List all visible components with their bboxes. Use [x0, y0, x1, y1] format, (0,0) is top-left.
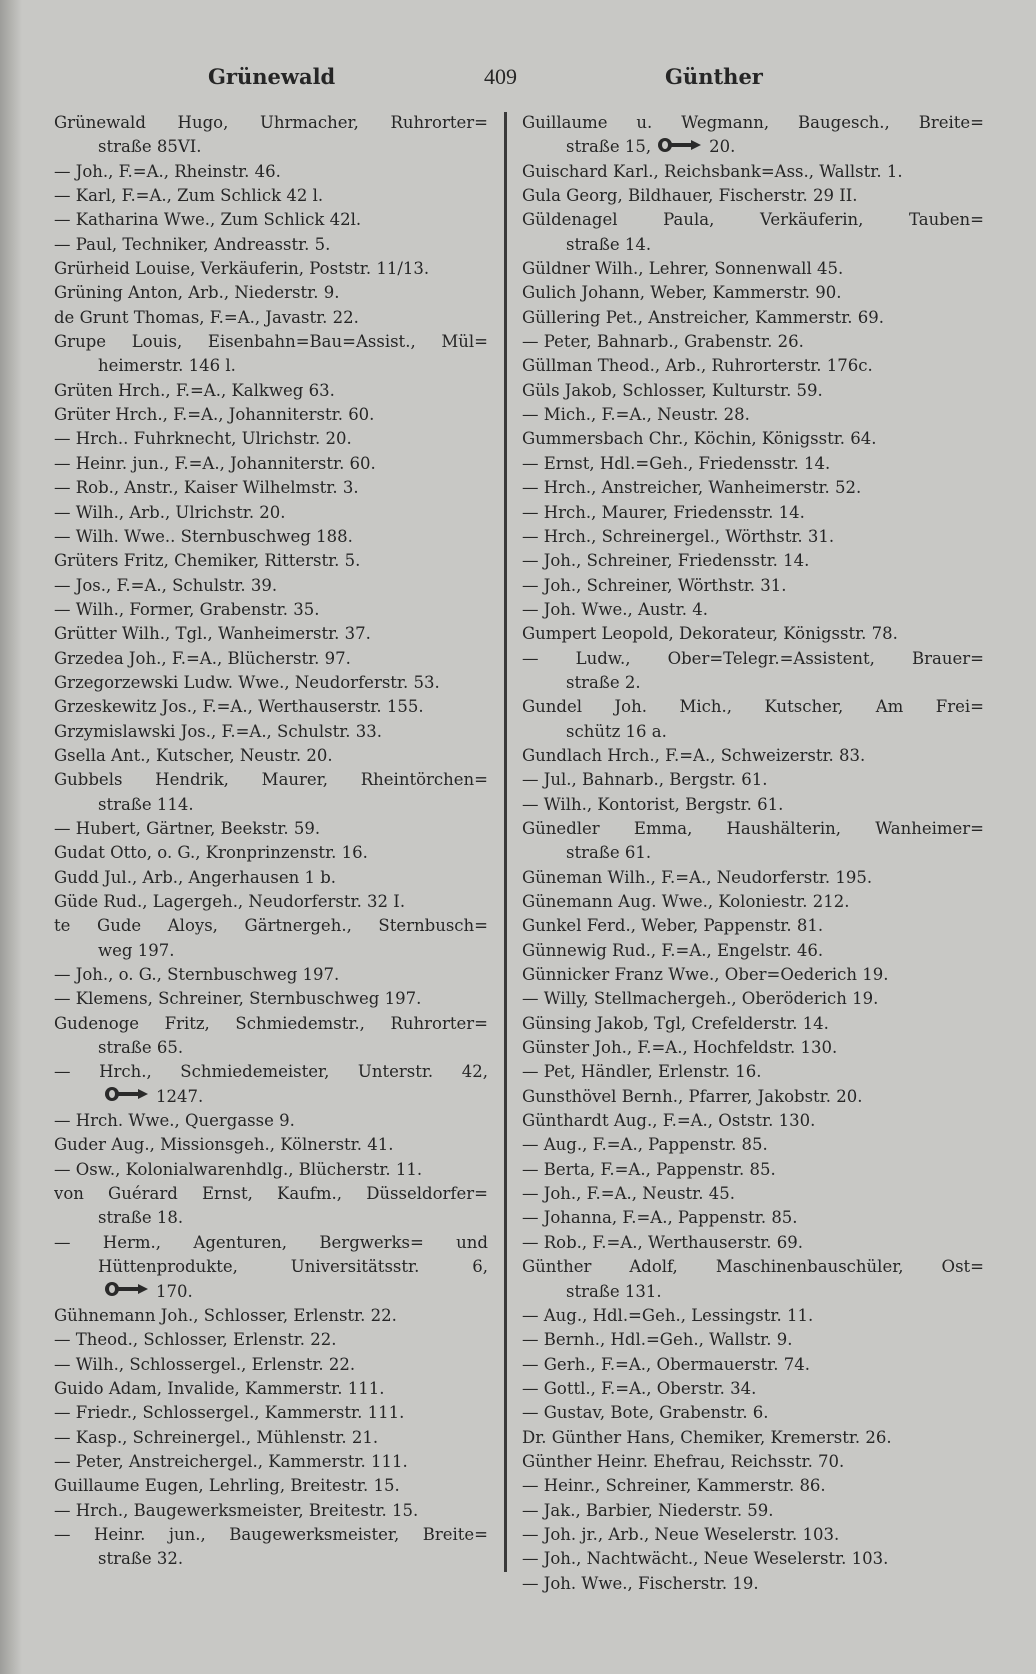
directory-entry	[522, 793, 984, 817]
directory-entry	[522, 281, 984, 305]
directory-entry	[522, 890, 984, 914]
entry-line: — Karl, F.=A., Zum Schlick 42 l.	[54, 186, 324, 206]
phone-number: 1247.	[156, 1086, 204, 1106]
entry-line: — Hrch., Schreinergel., Wörthstr. 31.	[522, 526, 835, 546]
entry-line: heimerstr. 146 l.	[98, 356, 236, 376]
directory-entry	[54, 1353, 488, 1377]
telephone-icon	[657, 136, 703, 160]
right-column	[522, 111, 984, 1596]
directory-entry	[54, 330, 488, 379]
right-catchword: Günther	[665, 64, 763, 89]
directory-entry	[54, 598, 488, 622]
entry-line: — Heinr., Schreiner, Kammerstr. 86.	[522, 1476, 826, 1496]
directory-entry	[522, 695, 984, 744]
directory-entry	[54, 233, 488, 257]
entry-line: Grüning Anton, Arb., Niederstr. 9.	[54, 283, 340, 303]
entry-line: Güldenagel Paula, Verkäuferin, Tauben=	[522, 210, 984, 230]
entry-line: — Joh., Schreiner, Wörthstr. 31.	[522, 575, 787, 595]
left-catchword: Grünewald	[208, 64, 336, 89]
entry-line: — Theod., Schlosser, Erlenstr. 22.	[54, 1330, 337, 1350]
entry-line: Gunsthövel Bernh., Pfarrer, Jakobstr. 20.	[522, 1086, 863, 1106]
entry-line	[54, 1280, 488, 1304]
directory-entry	[522, 1012, 984, 1036]
entry-line: — Hrch.. Fuhrknecht, Ulrichstr. 20.	[54, 429, 352, 449]
directory-entry	[54, 720, 488, 744]
entry-line: — Wilh., Former, Grabenstr. 35.	[54, 599, 320, 619]
entry-line: straße 14.	[566, 234, 652, 254]
entry-line: Gudd Jul., Arb., Angerhausen 1 b.	[54, 867, 337, 887]
entry-line: — Jos., F.=A., Schulstr. 39.	[54, 575, 278, 595]
directory-entry	[522, 427, 984, 451]
entry-line: — Jul., Bahnarb., Bergstr. 61.	[522, 770, 768, 790]
directory-entry	[54, 574, 488, 598]
directory-entry	[522, 1036, 984, 1060]
directory-entry	[522, 1377, 984, 1401]
entry-line: Günthardt Aug., F.=A., Oststr. 130.	[522, 1111, 816, 1131]
directory-entry	[522, 768, 984, 792]
directory-entry	[54, 1012, 488, 1061]
directory-entry	[522, 1133, 984, 1157]
entry-line: — Joh. Wwe., Austr. 4.	[522, 599, 708, 619]
directory-entry	[522, 963, 984, 987]
directory-entry	[522, 208, 984, 257]
entry-line: — Friedr., Schlossergel., Kammerstr. 111.	[54, 1403, 405, 1423]
directory-entry	[522, 1426, 984, 1450]
directory-entry	[522, 1182, 984, 1206]
directory-entry	[54, 403, 488, 427]
directory-entry	[522, 476, 984, 500]
entry-line: Guder Aug., Missionsgeh., Kölnerstr. 41.	[54, 1135, 394, 1155]
entry-line: — Hrch., Schmiedemeister, Unterstr. 42,	[54, 1062, 488, 1082]
directory-entry	[522, 987, 984, 1011]
directory-entry	[522, 622, 984, 646]
entry-line: Hüttenprodukte, Universitätsstr. 6,	[98, 1257, 488, 1277]
directory-entry	[522, 403, 984, 427]
entry-line: Günster Joh., F.=A., Hochfeldstr. 130.	[522, 1038, 838, 1058]
directory-entry	[54, 549, 488, 573]
entry-line: Güls Jakob, Schlosser, Kulturstr. 59.	[522, 380, 823, 400]
directory-entry	[522, 1450, 984, 1474]
directory-entry	[522, 1401, 984, 1425]
entry-line: Gundel Joh. Mich., Kutscher, Am Frei=	[522, 697, 984, 717]
directory-entry	[522, 1085, 984, 1109]
directory-entry	[54, 1328, 488, 1352]
entry-line: Grzegorzewski Ludw. Wwe., Neudorferstr. 53.	[54, 672, 440, 692]
directory-entry	[522, 1255, 984, 1304]
entry-line: — Hubert, Gärtner, Beekstr. 59.	[54, 818, 321, 838]
entry-line: — Gottl., F.=A., Oberstr. 34.	[522, 1378, 757, 1398]
entry-line: — Wilh., Schlossergel., Erlenstr. 22.	[54, 1354, 356, 1374]
directory-entry	[522, 111, 984, 160]
directory-entry	[522, 525, 984, 549]
directory-entry	[522, 939, 984, 963]
entry-line: — Heinr. jun., F.=A., Johanniterstr. 60.	[54, 453, 376, 473]
entry-line: straße 61.	[566, 843, 652, 863]
entry-line: — Joh., o. G., Sternbuschweg 197.	[54, 965, 340, 985]
directory-entry	[54, 1499, 488, 1523]
directory-entry	[54, 160, 488, 184]
directory-entry	[522, 160, 984, 184]
directory-entry	[522, 1206, 984, 1230]
directory-entry	[54, 1523, 488, 1572]
left-column	[54, 111, 488, 1572]
entry-line: Grzedea Joh., F.=A., Blücherstr. 97.	[54, 648, 351, 668]
directory-entry	[54, 1109, 488, 1133]
directory-entry	[522, 866, 984, 890]
directory-entry	[54, 1158, 488, 1182]
directory-entry	[522, 549, 984, 573]
entry-line: — Hrch., Baugewerksmeister, Breitestr. 15.	[54, 1500, 419, 1520]
directory-entry	[522, 379, 984, 403]
entry-line: Güneman Wilh., F.=A., Neudorferstr. 195.	[522, 867, 873, 887]
entry-line: — Rob., F.=A., Werthauserstr. 69.	[522, 1232, 804, 1252]
directory-entry	[522, 1353, 984, 1377]
entry-line: Günsing Jakob, Tgl, Crefelderstr. 14.	[522, 1013, 829, 1033]
entry-line: — Berta, F.=A., Pappenstr. 85.	[522, 1159, 776, 1179]
entry-line: Gumpert Leopold, Dekorateur, Königsstr. 78.	[522, 624, 898, 644]
entry-line: — Pet, Händler, Erlenstr. 16.	[522, 1062, 762, 1082]
directory-entry	[54, 1474, 488, 1498]
directory-entry	[522, 184, 984, 208]
entry-line: Grüters Fritz, Chemiker, Ritterstr. 5.	[54, 551, 361, 571]
entry-line: — Ernst, Hdl.=Geh., Friedensstr. 14.	[522, 453, 831, 473]
entry-line: Güde Rud., Lagergeh., Neudorferstr. 32 I.	[54, 892, 406, 911]
entry-line: — Willy, Stellmachergeh., Oberöderich 19.	[522, 989, 879, 1009]
directory-entry	[522, 1523, 984, 1547]
entry-line: Guido Adam, Invalide, Kammerstr. 111.	[54, 1378, 385, 1398]
entry-line: Günnewig Rud., F.=A., Engelstr. 46.	[522, 940, 824, 960]
directory-entry	[522, 1328, 984, 1352]
entry-line: straße 32.	[98, 1549, 184, 1569]
directory-entry	[54, 647, 488, 671]
directory-entry	[54, 768, 488, 817]
entry-line: — Wilh., Kontorist, Bergstr. 61.	[522, 794, 784, 814]
directory-entry	[522, 1499, 984, 1523]
directory-entry	[522, 1060, 984, 1084]
entry-line: Günemann Aug. Wwe., Koloniestr. 212.	[522, 892, 850, 911]
entry-line: — Ludw., Ober=Telegr.=Assistent, Brauer=	[522, 648, 984, 668]
column-divider	[504, 112, 507, 1572]
entry-line: — Kasp., Schreinergel., Mühlenstr. 21.	[54, 1427, 379, 1447]
entry-line: — Joh., Schreiner, Friedensstr. 14.	[522, 551, 810, 571]
telephone-icon	[104, 1280, 150, 1304]
directory-entry	[522, 306, 984, 330]
entry-line: Günther Adolf, Maschinenbauschüler, Ost=	[522, 1257, 984, 1277]
directory-entry	[54, 1377, 488, 1401]
directory-entry	[54, 890, 488, 914]
entry-line: — Gustav, Bote, Grabenstr. 6.	[522, 1403, 769, 1423]
entry-line: Günnicker Franz Wwe., Ober=Oederich 19.	[522, 965, 889, 985]
entry-line: Gubbels Hendrik, Maurer, Rheintörchen=	[54, 770, 488, 790]
phone-number: 170.	[156, 1281, 193, 1301]
directory-entry	[522, 330, 984, 354]
directory-entry	[522, 574, 984, 598]
entry-line: Güldner Wilh., Lehrer, Sonnenwall 45.	[522, 259, 844, 279]
directory-entry	[54, 695, 488, 719]
page-edge-shadow	[0, 0, 22, 1674]
entry-line: Grütter Wilh., Tgl., Wanheimerstr. 37.	[54, 624, 371, 644]
entry-line: — Bernh., Hdl.=Geh., Wallstr. 9.	[522, 1330, 793, 1350]
page-number: 409	[484, 64, 517, 89]
directory-entry	[54, 744, 488, 768]
entry-line: weg 197.	[98, 940, 175, 960]
entry-line: — Joh., F.=A., Rheinstr. 46.	[54, 161, 281, 181]
entry-line: — Joh. jr., Arb., Neue Weselerstr. 103.	[522, 1524, 840, 1544]
directory-entry	[522, 1158, 984, 1182]
entry-line: Grünewald Hugo, Uhrmacher, Ruhrorter=	[54, 113, 488, 132]
directory-entry	[522, 914, 984, 938]
entry-line: — Jak., Barbier, Niederstr. 59.	[522, 1500, 774, 1520]
directory-entry	[54, 1304, 488, 1328]
directory-entry	[54, 501, 488, 525]
directory-entry	[54, 1133, 488, 1157]
entry-line: Gula Georg, Bildhauer, Fischerstr. 29 II.	[522, 186, 858, 206]
entry-line	[54, 1085, 488, 1109]
directory-entry	[54, 1231, 488, 1304]
entry-line: — Heinr. jun., Baugewerksmeister, Breite=	[54, 1524, 488, 1544]
entry-line: von Guérard Ernst, Kaufm., Düsseldorfer=	[54, 1184, 488, 1204]
entry-line: — Herm., Agenturen, Bergwerks= und	[54, 1232, 488, 1252]
directory-entry	[54, 866, 488, 890]
directory-entry	[54, 281, 488, 305]
directory-entry	[54, 184, 488, 208]
entry-line: Gühnemann Joh., Schlosser, Erlenstr. 22.	[54, 1305, 397, 1325]
entry-line: Gundlach Hrch., F.=A., Schweizerstr. 83.	[522, 745, 866, 765]
entry-line: Dr. Günther Hans, Chemiker, Kremerstr. 26.	[522, 1427, 892, 1447]
directory-entry	[54, 1182, 488, 1231]
directory-entry	[54, 257, 488, 281]
directory-entry	[522, 501, 984, 525]
directory-entry	[54, 622, 488, 646]
entry-line: Güllman Theod., Arb., Ruhrorterstr. 176c.	[522, 356, 873, 376]
entry-line: — Johanna, F.=A., Pappenstr. 85.	[522, 1208, 798, 1228]
entry-line: — Wilh. Wwe.. Sternbuschweg 188.	[54, 526, 353, 546]
directory-entry	[522, 817, 984, 866]
directory-entry	[522, 354, 984, 378]
entry-line: — Rob., Anstr., Kaiser Wilhelmstr. 3.	[54, 478, 359, 498]
entry-text: straße 15,	[566, 137, 652, 157]
entry-line: — Aug., Hdl.=Geh., Lessingstr. 11.	[522, 1305, 814, 1325]
directory-entry	[54, 1450, 488, 1474]
directory-entry	[54, 208, 488, 232]
entry-line: straße 65.	[98, 1038, 184, 1058]
directory-entry	[54, 306, 488, 330]
entry-line	[522, 135, 984, 159]
entry-line: straße 18.	[98, 1208, 184, 1228]
entry-line: straße 85VI.	[98, 137, 202, 157]
entry-line: — Wilh., Arb., Ulrichstr. 20.	[54, 502, 286, 522]
directory-entry	[522, 744, 984, 768]
directory-entry	[54, 427, 488, 451]
entry-line: — Hrch., Maurer, Friedensstr. 14.	[522, 502, 805, 522]
directory-entry	[522, 452, 984, 476]
entry-line: — Peter, Bahnarb., Grabenstr. 26.	[522, 332, 804, 352]
directory-entry	[54, 671, 488, 695]
entry-line: — Gerh., F.=A., Obermauerstr. 74.	[522, 1354, 810, 1374]
telephone-icon	[104, 1085, 150, 1109]
entry-line: straße 114.	[98, 794, 194, 814]
directory-entry	[54, 963, 488, 987]
directory-entry	[54, 1060, 488, 1109]
directory-entry	[54, 841, 488, 865]
entry-line: — Paul, Techniker, Andreasstr. 5.	[54, 234, 331, 254]
directory-entry	[54, 452, 488, 476]
directory-entry	[54, 111, 488, 160]
phone-number: 20.	[709, 137, 736, 157]
directory-entry	[522, 647, 984, 696]
directory-entry	[522, 1474, 984, 1498]
entry-line: — Joh., Nachtwächt., Neue Weselerstr. 103.	[522, 1549, 889, 1569]
entry-line: de Grunt Thomas, F.=A., Javastr. 22.	[54, 307, 359, 327]
entry-line: — Mich., F.=A., Neustr. 28.	[522, 405, 750, 425]
entry-line: schütz 16 a.	[566, 721, 667, 741]
entry-line: Gulich Johann, Weber, Kammerstr. 90.	[522, 283, 842, 303]
entry-line: — Joh. Wwe., Fischerstr. 19.	[522, 1573, 759, 1593]
directory-entry	[54, 525, 488, 549]
directory-entry	[54, 817, 488, 841]
entry-line: Grüter Hrch., F.=A., Johanniterstr. 60.	[54, 405, 375, 425]
entry-line: Grüten Hrch., F.=A., Kalkweg 63.	[54, 380, 335, 400]
entry-line: — Katharina Wwe., Zum Schlick 42l.	[54, 210, 362, 230]
entry-line: Guillaume Eugen, Lehrling, Breitestr. 15.	[54, 1476, 400, 1496]
entry-line: Guillaume u. Wegmann, Baugesch., Breite=	[522, 113, 984, 132]
directory-entry	[522, 1547, 984, 1571]
directory-entry	[54, 476, 488, 500]
directory-entry	[54, 379, 488, 403]
directory-entry	[522, 1109, 984, 1133]
entry-line: Grzymislawski Jos., F.=A., Schulstr. 33.	[54, 721, 383, 741]
entry-line: Grupe Louis, Eisenbahn=Bau=Assist., Mül=	[54, 332, 488, 352]
entry-line: — Peter, Anstreichergel., Kammerstr. 111.	[54, 1451, 408, 1471]
entry-line: straße 2.	[566, 672, 641, 692]
entry-line: — Osw., Kolonialwarenhdlg., Blücherstr. 11.	[54, 1159, 423, 1179]
entry-line: — Hrch. Wwe., Quergasse 9.	[54, 1111, 295, 1131]
entry-line: — Klemens, Schreiner, Sternbuschweg 197.	[54, 989, 422, 1009]
entry-line: Gudat Otto, o. G., Kronprinzenstr. 16.	[54, 843, 368, 863]
entry-line: Grürheid Louise, Verkäuferin, Poststr. 11/13.	[54, 259, 430, 279]
entry-line: Güllering Pet., Anstreicher, Kammerstr. 69.	[522, 307, 884, 327]
entry-line: Günedler Emma, Haushälterin, Wanheimer=	[522, 818, 984, 838]
directory-entry	[522, 1572, 984, 1596]
directory-entry	[522, 598, 984, 622]
entry-line: Gummersbach Chr., Köchin, Königsstr. 64.	[522, 429, 877, 449]
directory-entry	[54, 1401, 488, 1425]
directory-entry	[522, 1231, 984, 1255]
entry-line: — Hrch., Anstreicher, Wanheimerstr. 52.	[522, 478, 862, 498]
entry-line: — Aug., F.=A., Pappenstr. 85.	[522, 1135, 768, 1155]
directory-entry	[54, 1426, 488, 1450]
entry-line: Grzeskewitz Jos., F.=A., Werthauserstr. 155.	[54, 697, 424, 717]
directory-entry	[54, 987, 488, 1011]
entry-line: Gudenoge Fritz, Schmiedemstr., Ruhrorter=	[54, 1013, 488, 1033]
entry-line: — Joh., F.=A., Neustr. 45.	[522, 1184, 735, 1204]
directory-entry	[522, 257, 984, 281]
entry-line: Gsella Ant., Kutscher, Neustr. 20.	[54, 745, 333, 765]
entry-line: straße 131.	[566, 1281, 662, 1301]
directory-entry	[522, 1304, 984, 1328]
directory-entry	[54, 914, 488, 963]
entry-line: Gunkel Ferd., Weber, Pappenstr. 81.	[522, 916, 824, 936]
entry-line: Guischard Karl., Reichsbank=Ass., Wallstr. 1.	[522, 161, 903, 181]
entry-line: te Gude Aloys, Gärtnergeh., Sternbusch=	[54, 916, 488, 936]
entry-line: Günther Heinr. Ehefrau, Reichsstr. 70.	[522, 1451, 845, 1471]
